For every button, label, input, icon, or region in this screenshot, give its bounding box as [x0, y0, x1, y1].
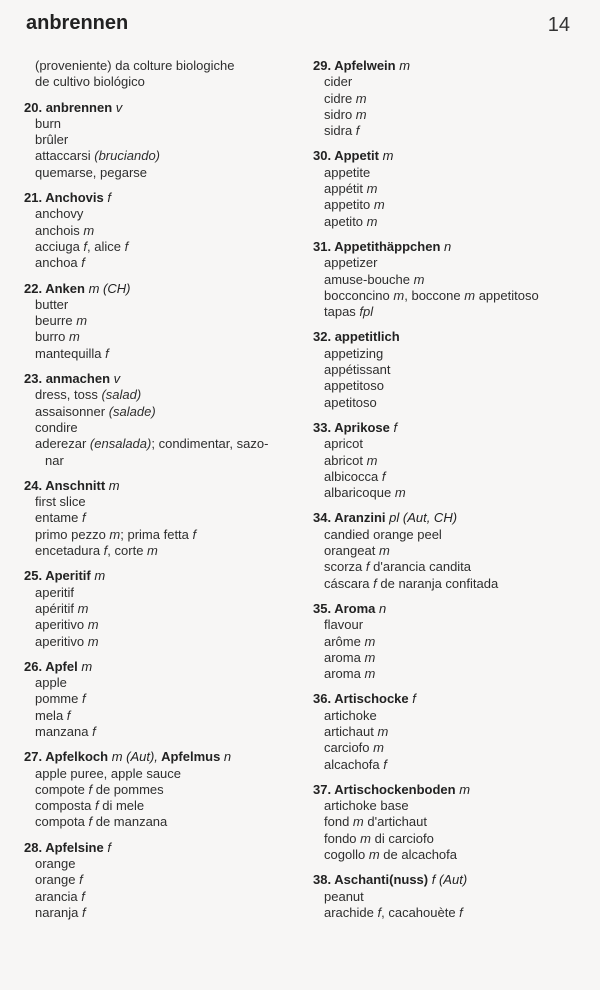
headword-text: Apfelkoch	[45, 749, 109, 765]
translation-line: sidro m	[324, 106, 367, 122]
headword-text: Anschnitt	[45, 477, 106, 493]
translation-line: appetitoso	[324, 378, 384, 394]
grammar-label: n	[223, 749, 232, 765]
dictionary-entry	[313, 239, 583, 320]
entry-number: 26.	[24, 658, 43, 674]
grammar-label: m	[81, 658, 93, 674]
translation-line: burn	[35, 115, 62, 131]
headword-text: anbrennen	[45, 99, 113, 115]
translation-line: carciofo m	[324, 740, 384, 756]
translation-line: dress, toss (salad)	[35, 387, 142, 403]
entry-number: 38.	[313, 872, 332, 888]
translation-line: orange f	[35, 872, 83, 888]
translation-line: artichoke base	[324, 798, 409, 814]
translation-line: first slice	[35, 494, 86, 510]
grammar-label: f	[107, 839, 111, 855]
translation-line: candied orange peel	[324, 526, 442, 542]
translation-line: orange	[35, 856, 76, 872]
translation-line: apple puree, apple sauce	[35, 765, 182, 781]
translation-line: cáscara f de naranja confitada	[324, 575, 499, 591]
dictionary-entry	[313, 691, 583, 772]
entry-number: 37.	[313, 781, 332, 797]
translation-line: beurre m	[35, 313, 88, 329]
translation-line: mantequilla f	[35, 345, 109, 361]
translation-line: arancia f	[35, 888, 85, 904]
headword-text: anmachen	[45, 371, 111, 387]
headword-text: appetitlich	[334, 329, 400, 345]
entry-number: 35.	[313, 600, 332, 616]
headword	[313, 329, 583, 345]
translation-line: appétissant	[324, 362, 391, 378]
translation-line: tapas fpl	[324, 304, 374, 320]
dictionary-entry	[313, 329, 583, 410]
headword-text: Artischocke	[334, 691, 409, 707]
headword	[24, 749, 294, 765]
headword	[313, 58, 583, 74]
translation-line: appetizing	[324, 345, 384, 361]
translation-line: arôme m	[324, 633, 376, 649]
grammar-label: f	[393, 419, 398, 435]
translation-line: manzana f	[35, 723, 96, 739]
dictionary-entry	[24, 281, 294, 362]
translation-line: albicocca f	[324, 468, 386, 484]
translation-line: scorza f d'arancia candita	[324, 559, 472, 575]
headword	[313, 420, 583, 436]
headword	[313, 510, 583, 526]
translation-line: appetite	[324, 164, 371, 180]
translation-line: assaisonner (salade)	[35, 403, 156, 419]
translation-line: apricot	[324, 436, 364, 452]
headword-text: Aperitif	[45, 568, 91, 584]
entry-number: 36.	[313, 691, 332, 707]
grammar-label: m (Aut),	[111, 749, 158, 765]
translation-line: bocconcino m, boccone m appetitoso	[324, 287, 539, 303]
translation-line: alcachofa f	[324, 756, 387, 772]
dictionary-entry	[24, 371, 294, 469]
grammar-label: v	[115, 99, 123, 115]
translation-line: brûler	[35, 132, 69, 148]
translation-line: amuse-bouche m	[324, 271, 425, 287]
translation-line: aperitivo m	[35, 633, 99, 649]
grammar-label: m	[108, 477, 120, 493]
translation-line: condire	[35, 419, 78, 435]
grammar-label: f	[412, 691, 416, 707]
headword-text: Apfelwein	[334, 58, 396, 73]
translation-line: composta f di mele	[35, 798, 145, 814]
headword-text: Apfel	[45, 658, 78, 674]
entry-number: 30.	[313, 148, 332, 164]
translation-line: cidre m	[324, 90, 367, 106]
translation-line: apéritif m	[35, 600, 89, 616]
translation-line: pomme f	[35, 691, 86, 707]
translation-line: apple	[35, 675, 67, 691]
translation-line: (proveniente) da colture biologiche	[35, 58, 235, 73]
headword-text: Artischockenboden	[334, 781, 456, 797]
grammar-label: m	[459, 781, 471, 797]
grammar-label: n	[379, 600, 387, 616]
headword	[24, 281, 294, 297]
translation-line: cider	[324, 74, 353, 90]
dictionary-entry	[313, 510, 583, 591]
translation-line: primo pezzo m; prima fetta f	[35, 526, 197, 542]
translation-line: aderezar (ensalada); condimentar, sazo-	[35, 436, 269, 452]
entry-number: 25.	[24, 568, 43, 584]
entry-number: 20.	[24, 99, 43, 115]
translation-line: butter	[35, 296, 69, 312]
page-number: 14	[547, 14, 570, 36]
translation-line: appétit m	[324, 181, 378, 197]
entry-number: 33.	[313, 419, 332, 435]
translation-line: encetadura f, corte m	[35, 543, 158, 559]
headword-text: Aranzini	[334, 510, 386, 526]
headword-text: Aroma	[334, 600, 376, 616]
translation-line: mela f	[35, 707, 71, 723]
entry-number: 27.	[24, 749, 43, 765]
translation-line: anchois m	[35, 222, 95, 238]
translation-line: burro m	[35, 329, 80, 345]
dictionary-entry	[24, 100, 294, 181]
headword	[313, 872, 583, 888]
headword-text: Apfelsine	[45, 839, 104, 855]
entry-number: 24.	[24, 477, 43, 493]
running-head: anbrennen	[26, 12, 129, 34]
translation-line: arachide f, cacahouète f	[324, 904, 463, 920]
translation-line: peanut	[324, 888, 364, 904]
headword	[313, 691, 583, 707]
headword-text: Appetit	[334, 148, 379, 164]
headword-text: Aschanti(nuss)	[334, 872, 429, 888]
dictionary-entry	[24, 190, 294, 271]
entry-number: 34.	[313, 510, 332, 526]
entry-number: 22.	[24, 280, 43, 296]
translation-line: aroma m	[324, 649, 376, 665]
entry-number: 28.	[24, 839, 43, 855]
translation-line: quemarse, pegarse	[35, 164, 148, 180]
grammar-label: m	[94, 568, 106, 584]
dictionary-entry	[313, 601, 583, 682]
translation-line: acciuga f, alice f	[35, 238, 129, 254]
translation-line: cogollo m de alcachofa	[324, 847, 457, 863]
headword	[24, 478, 294, 494]
translation-line: apetito m	[324, 213, 378, 229]
dictionary-entry	[313, 58, 583, 139]
dictionary-entry	[313, 420, 583, 501]
translation-line: artichoke	[324, 707, 377, 723]
dictionary-entry	[24, 840, 294, 921]
translation-line: aperitif	[35, 584, 75, 600]
translation-line: aroma m	[324, 666, 376, 682]
dictionary-entry	[24, 749, 294, 830]
translation-line: appetito m	[324, 197, 385, 213]
grammar-label: m (CH)	[88, 280, 131, 296]
translation-line: abricot m	[324, 452, 378, 468]
left-entries	[24, 100, 294, 922]
translation-line: anchoa f	[35, 255, 85, 271]
grammar-label: f (Aut)	[431, 872, 468, 888]
headword-text: Anchovis	[45, 190, 104, 206]
headword	[313, 148, 583, 164]
entry-number: 32.	[313, 329, 332, 345]
headword-text: Appetithäppchen	[334, 238, 441, 254]
headword	[313, 601, 583, 617]
dictionary-entry	[313, 148, 583, 229]
grammar-label: f	[107, 190, 111, 206]
translation-line: flavour	[324, 617, 364, 633]
translation-line: entame f	[35, 510, 86, 526]
translation-line: compote f de pommes	[35, 781, 164, 797]
translation-line: attaccarsi (bruciando)	[35, 148, 161, 164]
entry-number: 29.	[313, 58, 332, 73]
headword	[313, 239, 583, 255]
dictionary-entry	[24, 568, 294, 649]
dictionary-entry	[24, 478, 294, 559]
translation-line: fondo m di carciofo	[324, 830, 434, 846]
continuation-entry	[24, 58, 294, 91]
right-entries	[313, 58, 583, 921]
grammar-label: v	[113, 371, 121, 387]
translation-line: nar	[45, 452, 64, 468]
headword	[24, 840, 294, 856]
translation-line: anchovy	[35, 206, 84, 222]
headword-text: Anken	[45, 280, 85, 296]
translation-line: orangeat m	[324, 543, 390, 559]
headword	[24, 100, 294, 116]
entry-number: 31.	[313, 238, 332, 254]
translation-line: naranja f	[35, 904, 86, 920]
left-column	[24, 58, 294, 930]
translation-line: apetitoso	[324, 394, 377, 410]
translation-line: appetizer	[324, 255, 378, 271]
dictionary-entry	[313, 782, 583, 863]
translation-line: artichaut m	[324, 723, 389, 739]
headword-text: Aprikose	[334, 419, 390, 435]
right-column	[313, 58, 583, 930]
headword	[24, 568, 294, 584]
translation-line: albaricoque m	[324, 485, 406, 501]
headword	[313, 782, 583, 798]
grammar-label: n	[444, 238, 452, 254]
translation-line: compota f de manzana	[35, 814, 168, 830]
headword	[24, 659, 294, 675]
headword	[24, 190, 294, 206]
entry-number: 21.	[24, 190, 43, 206]
dictionary-entry	[313, 872, 583, 921]
translation-line: aperitivo m	[35, 617, 99, 633]
headword-text: Apfelmus	[161, 749, 221, 765]
grammar-label: pl (Aut, CH)	[389, 510, 458, 526]
entry-number: 23.	[24, 371, 43, 387]
grammar-label: m	[382, 148, 394, 164]
translation-line: sidra f	[324, 123, 360, 139]
translation-line: fond m d'artichaut	[324, 814, 427, 830]
grammar-label: m	[399, 58, 411, 73]
headword	[24, 371, 294, 387]
dictionary-entry	[24, 659, 294, 740]
translation-line: de cultivo biológico	[35, 74, 145, 90]
